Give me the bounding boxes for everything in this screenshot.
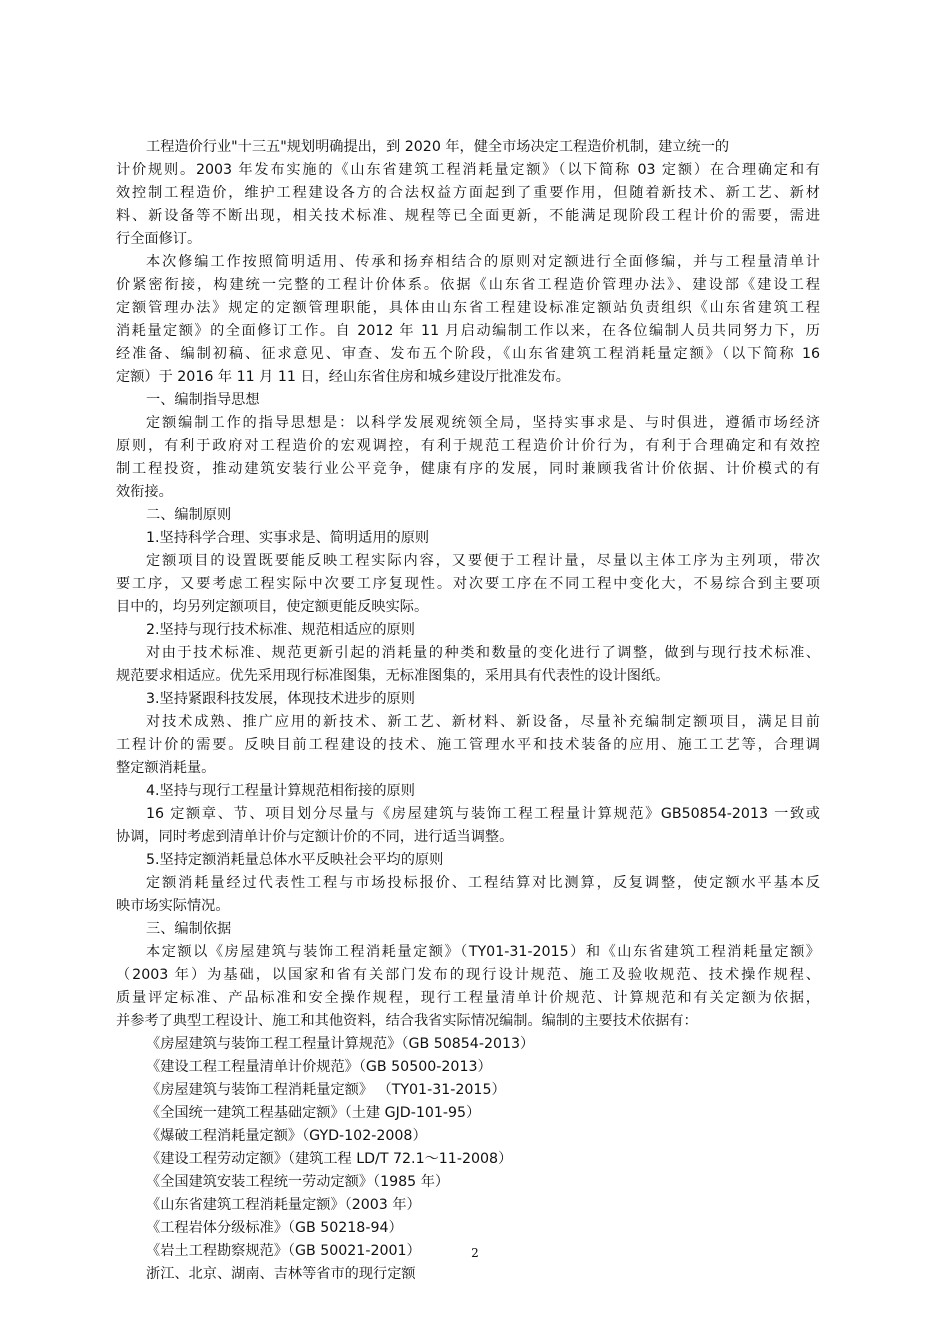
- text-line: 3.坚持紧跟科技发展，体现技术进步的原则: [146, 691, 415, 707]
- text-line: 目中的，均另列定额项目，使定额更能反映实际。: [116, 599, 429, 615]
- text-line: 定额管理办法》规定的定额管理职能，具体由山东省工程建设标准定额站负责组织《山东省建筑工程: [116, 300, 820, 316]
- text-line: 质量评定标准、产品标准和安全操作规程，现行工程量清单计价规范、计算规范和有关定额为依据，: [116, 990, 820, 1006]
- text-line: 效控制工程造价，维护工程建设各方的合法权益方面起到了重要作用，但随着新技术、新工艺、新材: [116, 185, 820, 201]
- text-line: 定额编制工作的指导思想是：以科学发展观统领全局，坚持实事求是、与时俱进，遵循市场经济: [146, 415, 820, 431]
- text-line: 浙江、北京、湖南、吉林等省市的现行定额: [146, 1266, 416, 1282]
- text-line: 价紧密衔接，构建统一完整的工程计价体系。依据《山东省工程造价管理办法》、建设部《建设工程: [116, 277, 820, 293]
- text-line: 《建设工程工程量清单计价规范》（GB 50500-2013）: [146, 1059, 492, 1075]
- text-line: 消耗量定额》的全面修订工作。自 2012 年 11 月启动编制工作以来，在各位编制人员共同努力下，历: [116, 323, 820, 339]
- text-line: 要工序，又要考虑工程实际中次要工序复现性。对次要工序在不同工程中变化大，不易综合到主要项: [116, 576, 820, 592]
- text-line: 定额项目的设置既要能反映工程实际内容，又要便于工程计量，尽量以主体工序为主列项，带次: [146, 553, 820, 569]
- text-line: 协调，同时考虑到清单计价与定额计价的不同，进行适当调整。: [116, 829, 514, 845]
- text-line: 映市场实际情况。: [116, 898, 230, 914]
- text-line: 定额）于 2016 年 11 月 11 日，经山东省住房和城乡建设厅批准发布。: [116, 369, 570, 385]
- text-line: 《爆破工程消耗量定额》（GYD-102-2008）: [146, 1128, 427, 1144]
- text-line: 行全面修订。: [116, 231, 202, 247]
- text-line: 《房屋建筑与装饰工程工程量计算规范》（GB 50854-2013）: [146, 1036, 535, 1052]
- text-line: 《岩土工程勘察规范》（GB 50021-2001）: [146, 1243, 421, 1259]
- text-line: 16 定额章、节、项目划分尽量与《房屋建筑与装饰工程工程量计算规范》GB50854-2013 一致或: [146, 806, 820, 822]
- text-line: 《工程岩体分级标准》（GB 50218-94）: [146, 1220, 403, 1236]
- text-line: 《建设工程劳动定额》（建筑工程 LD/T 72.1～11-2008）: [146, 1151, 513, 1167]
- text-line: 计价规则。2003 年发布实施的《山东省建筑工程消耗量定额》（以下简称 03 定额）在合理确定和有: [116, 162, 820, 178]
- text-line: 料、新设备等不断出现，相关技术标准、规程等已全面更新，不能满足现阶段工程计价的需要，需进: [116, 208, 820, 224]
- text-line: 对技术成熟、推广应用的新技术、新工艺、新材料、新设备，尽量补充编制定额项目，满足目前: [146, 714, 820, 730]
- text-line: 工程造价行业"十三五"规划明确提出，到 2020 年，健全市场决定工程造价机制，建立统一的: [146, 139, 730, 155]
- text-line: （2003 年）为基础，以国家和省有关部门发布的现行设计规范、施工及验收规范、技术操作规程、: [116, 967, 820, 983]
- page-number: 2: [471, 1246, 479, 1260]
- text-line: 《房屋建筑与装饰工程消耗量定额》 （TY01-31-2015）: [146, 1082, 506, 1098]
- text-line: 本次修编工作按照简明适用、传承和扬弃相结合的原则对定额进行全面修编，并与工程量清单计: [146, 254, 820, 270]
- text-line: 二、编制原则: [146, 507, 232, 523]
- text-line: 5.坚持定额消耗量总体水平反映社会平均的原则: [146, 852, 444, 868]
- text-line: 整定额消耗量。: [116, 760, 216, 776]
- text-line: 工程计价的需要。反映目前工程建设的技术、施工管理水平和技术装备的应用、施工工艺等，合理调: [116, 737, 820, 753]
- document-body: [116, 136, 820, 1286]
- text-line: 原则，有利于政府对工程造价的宏观调控，有利于规范工程造价计价行为，有利于合理确定和有效控: [116, 438, 820, 454]
- text-line: 并参考了典型工程设计、施工和其他资料，结合我省实际情况编制。编制的主要技术依据有：: [116, 1013, 698, 1029]
- text-line: 《全国统一建筑工程基础定额》（土建 GJD-101-95）: [146, 1105, 481, 1121]
- text-line: 一、编制指导思想: [146, 392, 260, 408]
- text-line: 规范要求相适应。优先采用现行标准图集，无标准图集的，采用具有代表性的设计图纸。: [116, 668, 670, 684]
- text-line: 三、编制依据: [146, 921, 232, 937]
- text-line: 效衔接。: [116, 484, 173, 500]
- text-line: 《山东省建筑工程消耗量定额》（2003 年）: [146, 1197, 421, 1213]
- text-line: 2.坚持与现行技术标准、规范相适应的原则: [146, 622, 415, 638]
- text-line: 本定额以《房屋建筑与装饰工程消耗量定额》（TY01-31-2015）和《山东省建筑工程消耗量定额》: [146, 944, 820, 960]
- text-line: 定额消耗量经过代表性工程与市场投标报价、工程结算对比测算，反复调整，使定额水平基本反: [146, 875, 820, 891]
- text-line: 《全国建筑安装工程统一劳动定额》（1985 年）: [146, 1174, 450, 1190]
- text-line: 4.坚持与现行工程量计算规范相衔接的原则: [146, 783, 415, 799]
- text-line: 1.坚持科学合理、实事求是、简明适用的原则: [146, 530, 430, 546]
- text-line: 对由于技术标准、规范更新引起的消耗量的种类和数量的变化进行了调整，做到与现行技术标准、: [146, 645, 820, 661]
- text-line: 经准备、编制初稿、征求意见、审查、发布五个阶段，《山东省建筑工程消耗量定额》（以下简称 16: [116, 346, 820, 362]
- text-line: 制工程投资，推动建筑安装行业公平竞争，健康有序的发展，同时兼顾我省计价依据、计价模式的有: [116, 461, 820, 477]
